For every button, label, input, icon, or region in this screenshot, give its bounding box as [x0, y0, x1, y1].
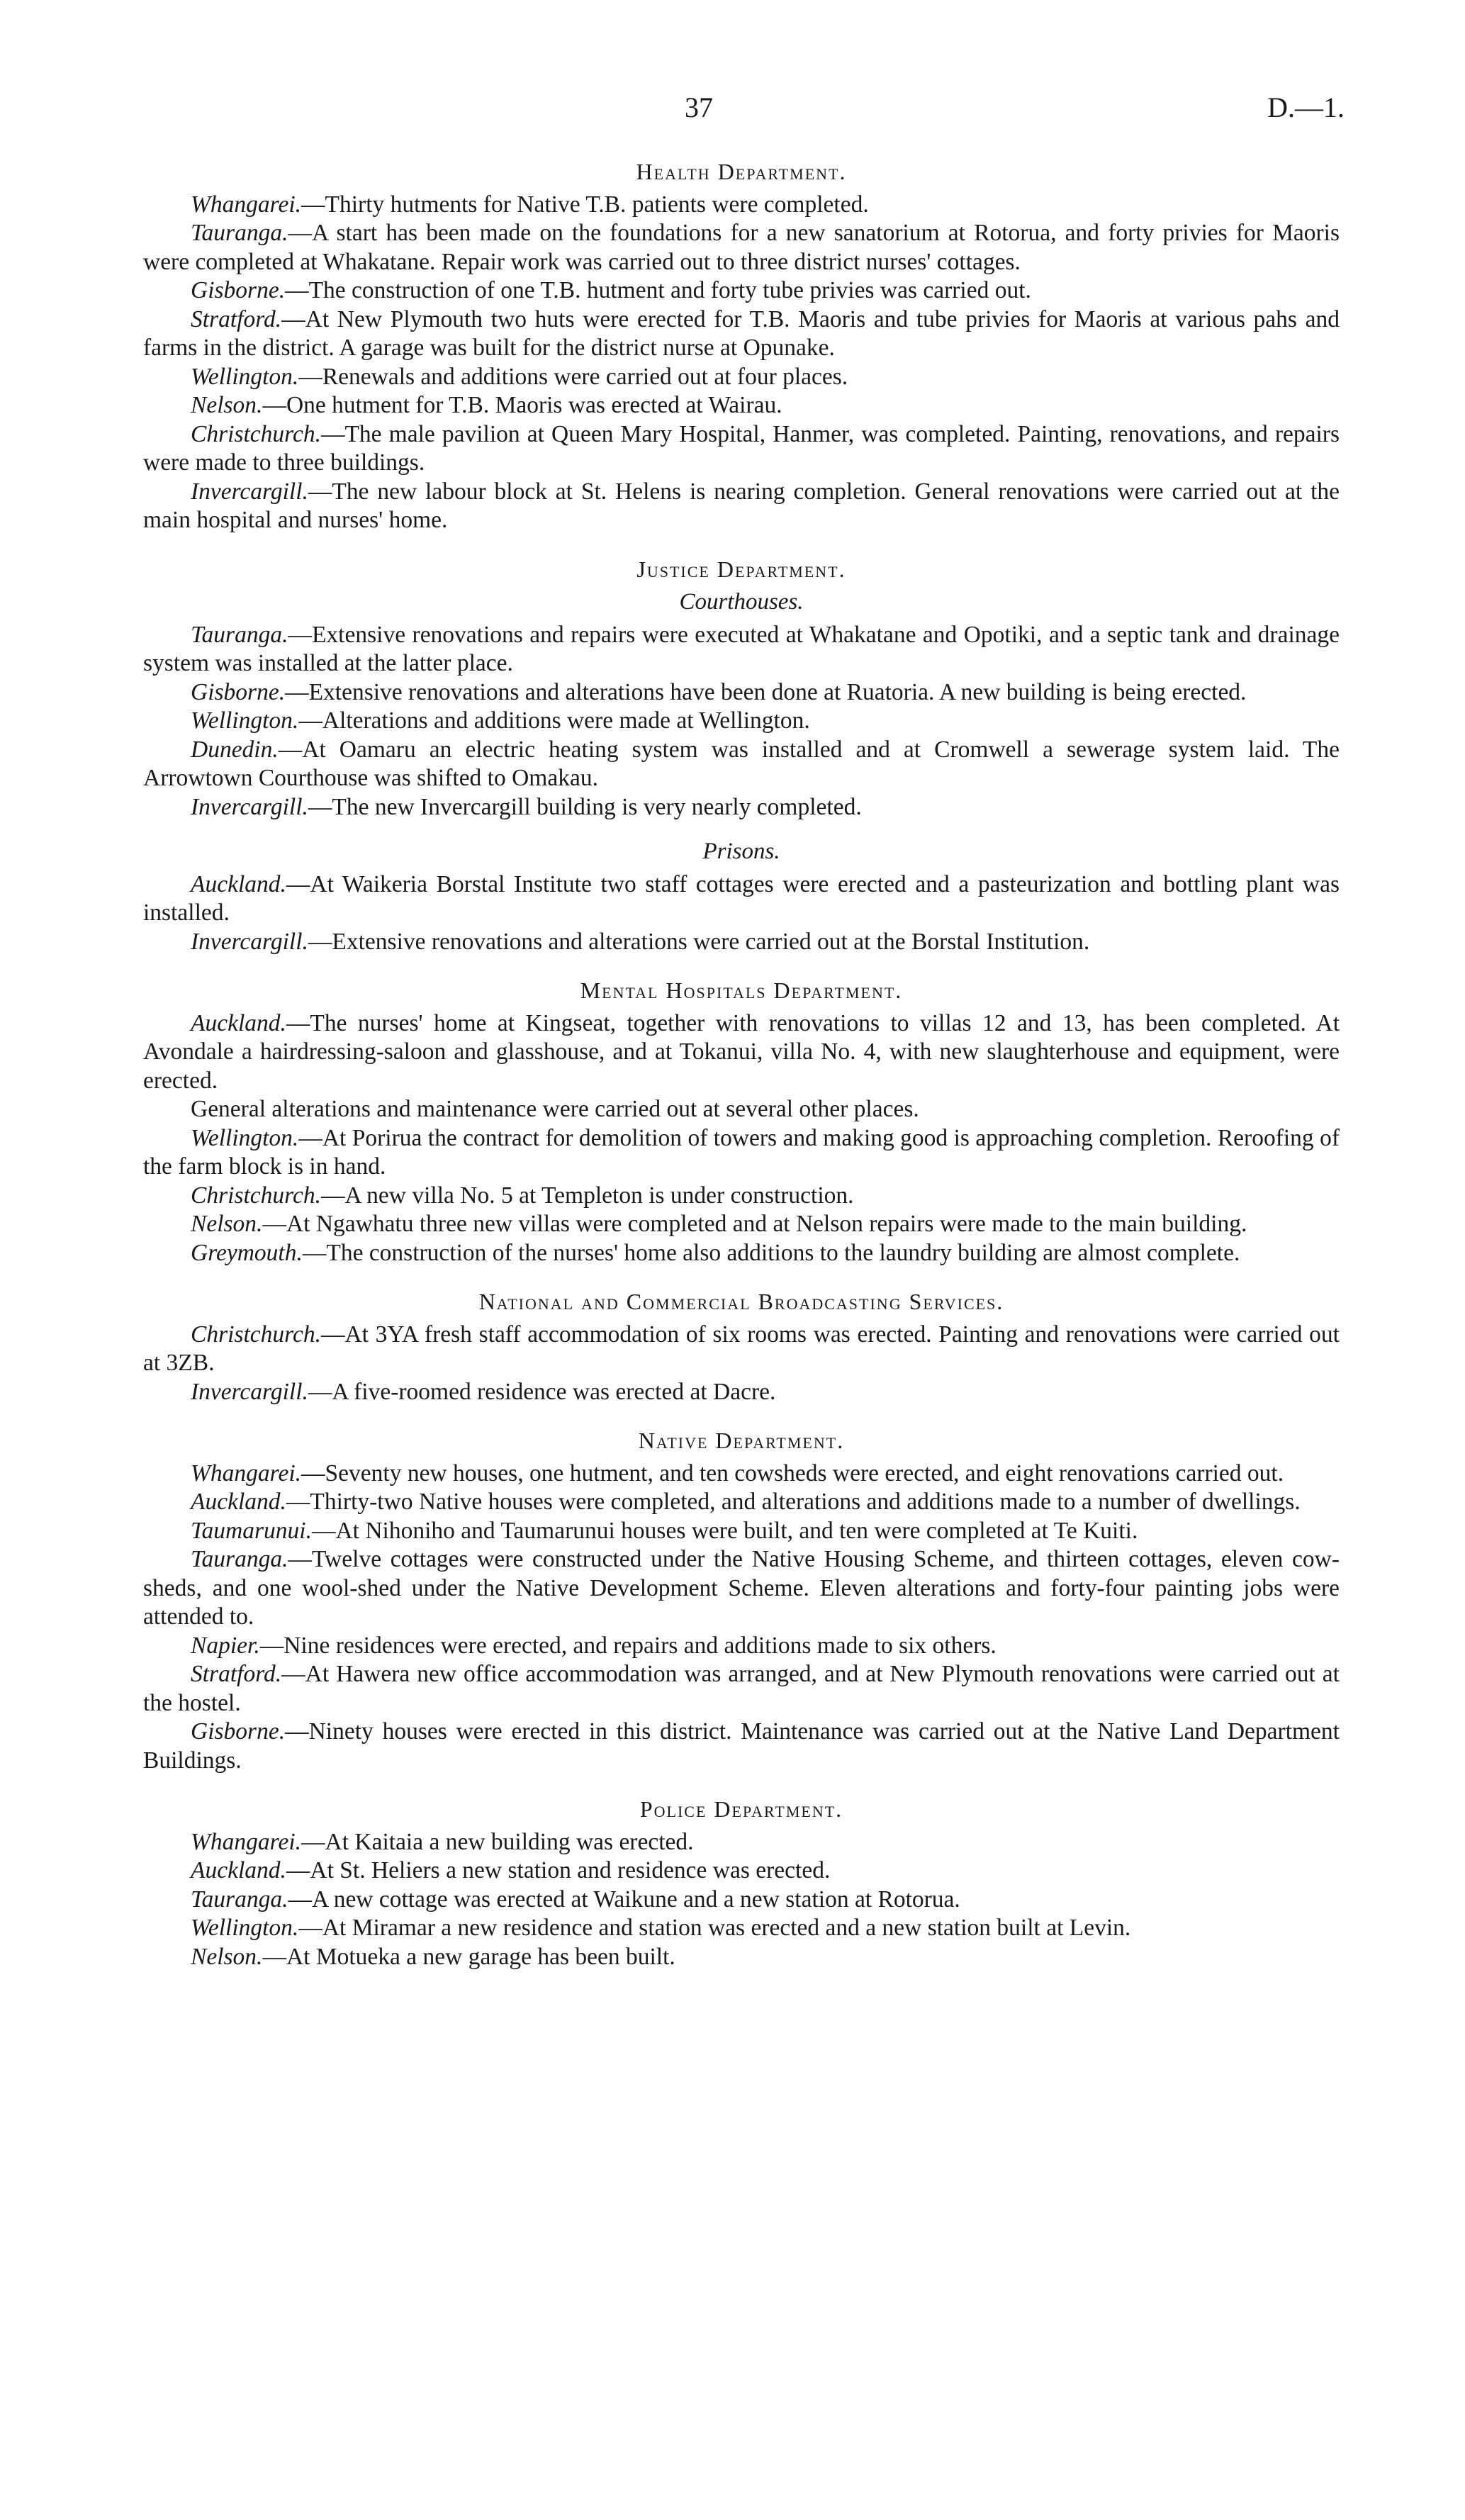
place-name: Auckland. — [191, 1857, 286, 1883]
paragraph-text: —At 3YA fresh staff accommodation of six rooms was erected. Painting and renovations were carried out at 3ZB. — [143, 1321, 1340, 1376]
place-name: Tauranga. — [191, 220, 288, 246]
place-name: Christchurch. — [191, 1182, 321, 1209]
paragraph-text: —A new villa No. 5 at Templeton is under construction. — [320, 1182, 854, 1209]
paragraph-text: —At Kaitaia a new building was erected. — [301, 1828, 694, 1855]
paragraph-text: —The new labour block at St. Helens is nearing completion. General renovations were carried out at the main hospital and nurses' home. — [143, 478, 1340, 533]
place-name: Greymouth. — [191, 1239, 303, 1266]
place-name: Nelson. — [191, 1211, 263, 1237]
paragraph-text: —At Oamaru an electric heating system was installed and at Cromwell a sewerage system laid. The Arrowtown Courthouse was shifted to Omakau. — [143, 736, 1340, 791]
paragraph-text: —At Miramar a new residence and station was erected and a new station built at Levin. — [298, 1915, 1131, 1941]
paragraph — [143, 1914, 1340, 1943]
place-name: Stratford. — [191, 1661, 282, 1687]
paragraph — [143, 1378, 1340, 1407]
paragraph-text: General alterations and maintenance were carried out at several other places. — [191, 1096, 919, 1122]
paragraph-text: —A start has been made on the foundations for a new sanatorium at Rotorua, and forty privies for Maoris were completed at Whakatane. Repair work was carried out to three district nurses' cottages. — [143, 220, 1340, 275]
paragraph — [143, 276, 1340, 306]
place-name: Tauranga. — [191, 621, 288, 648]
section-title-police: Police Department. — [639, 1796, 843, 1822]
paragraph — [143, 1210, 1340, 1239]
paragraph-text: —The new Invercargill building is very nearly completed. — [308, 793, 862, 820]
paragraph — [143, 1321, 1340, 1378]
paragraph-text: —A five-roomed residence was erected at Dacre. — [308, 1378, 776, 1405]
paragraph-text: —Thirty hutments for Native T.B. patients were completed. — [301, 191, 869, 218]
paragraph-text: —One hutment for T.B. Maoris was erected at Wairau. — [262, 392, 782, 418]
place-name: Invercargill. — [191, 928, 308, 955]
section-title-broadcasting: National and Commercial Broadcasting Services. — [478, 1289, 1004, 1314]
subsection-title-courthouses: Courthouses. — [679, 589, 804, 615]
paragraph — [143, 793, 1340, 822]
place-name: Wellington. — [191, 1124, 299, 1151]
paragraph — [143, 1009, 1340, 1096]
place-name: Christchurch. — [191, 420, 321, 447]
paragraph — [143, 621, 1340, 678]
place-name: Whangarei. — [191, 1828, 302, 1855]
place-name: Invercargill. — [191, 793, 308, 820]
paragraph — [143, 420, 1340, 478]
section-title-mental-hospitals: Mental Hospitals Department. — [580, 978, 903, 1003]
paragraph-text: —Twelve cottages were constructed under the Native Housing Scheme, and thirteen cottages, eleven cow-sheds, and one wool-shed under the Native Development Scheme. Eleven alterations and forty-four painting jobs were attended to. — [143, 1546, 1340, 1630]
paragraph — [143, 1517, 1340, 1546]
paragraph — [143, 1886, 1340, 1915]
paragraph — [143, 191, 1340, 220]
paragraph — [143, 870, 1340, 928]
place-name: Whangarei. — [191, 1460, 302, 1486]
paragraph-text: —The male pavilion at Queen Mary Hospital, Hanmer, was completed. Painting, renovations, and repairs were made to three buildings. — [143, 420, 1340, 476]
subsection-title-prisons: Prisons. — [702, 839, 780, 864]
paragraph — [143, 1460, 1340, 1489]
paragraph — [143, 363, 1340, 392]
paragraph — [143, 1943, 1340, 1972]
place-name: Auckland. — [191, 1009, 286, 1036]
paragraph-text: —The construction of one T.B. hutment and forty tube privies was carried out. — [285, 277, 1031, 303]
section-title-native: Native Department. — [638, 1428, 845, 1453]
paragraph-text: —Extensive renovations and repairs were executed at Whakatane and Opotiki, and a septic tank and drainage system was installed at the latter place. — [143, 621, 1340, 676]
place-name: Auckland. — [191, 870, 286, 897]
paragraph — [143, 1545, 1340, 1632]
paragraph-text: —Extensive renovations and alterations have been done at Ruatoria. A new building is being erected. — [285, 678, 1247, 705]
paragraph-text: —At Waikeria Borstal Institute two staff cottages were erected and a pasteurization and bottling plant was installed. — [143, 870, 1340, 926]
paragraph — [143, 736, 1340, 793]
place-name: Wellington. — [191, 363, 299, 390]
paragraph-text: —At Porirua the contract for demolition of towers and making good is approaching completion. Reroofing of the farm block is in hand. — [143, 1124, 1340, 1180]
paragraph-text: —Alterations and additions were made at Wellington. — [298, 707, 810, 734]
paragraph-text: —At St. Heliers a new station and residence was erected. — [286, 1857, 831, 1883]
place-name: Tauranga. — [191, 1546, 288, 1572]
place-name: Dunedin. — [191, 736, 279, 763]
paragraph — [143, 1718, 1340, 1775]
place-name: Tauranga. — [191, 1886, 288, 1913]
place-name: Whangarei. — [191, 191, 302, 218]
paragraph-text: —At Hawera new office accommodation was arranged, and at New Plymouth renovations were carried out at the hostel. — [143, 1661, 1340, 1716]
place-name: Wellington. — [191, 707, 299, 734]
paragraph — [143, 678, 1340, 707]
paragraph — [143, 478, 1340, 535]
place-name: Invercargill. — [191, 478, 308, 505]
place-name: Napier. — [191, 1632, 260, 1659]
paragraph-text: —A new cottage was erected at Waikune and a new station at Rotorua. — [288, 1886, 960, 1913]
paragraph — [143, 1182, 1340, 1211]
paragraph-text: —The construction of the nurses' home also additions to the laundry building are almost complete. — [302, 1239, 1240, 1266]
place-name: Wellington. — [191, 1915, 299, 1941]
place-name: Gisborne. — [191, 678, 286, 705]
paragraph-text: —Seventy new houses, one hutment, and ten cowsheds were erected, and eight renovations carried out. — [301, 1460, 1284, 1486]
place-name: Taumarunui. — [191, 1517, 312, 1544]
paragraph — [143, 1488, 1340, 1517]
section-title-justice: Justice Department. — [636, 556, 846, 582]
place-name: Christchurch. — [191, 1321, 321, 1348]
document-body — [143, 157, 1340, 1971]
paragraph — [143, 306, 1340, 363]
paragraph — [143, 1095, 1340, 1124]
paragraph — [143, 1239, 1340, 1268]
paragraph — [143, 1660, 1340, 1718]
paragraph — [143, 928, 1340, 957]
paragraph — [143, 1857, 1340, 1886]
paragraph-text: —Renewals and additions were carried out at four places. — [298, 363, 848, 390]
paragraph — [143, 1124, 1340, 1182]
paragraph-text: —At Motueka a new garage has been built. — [262, 1943, 675, 1970]
paragraph-text: —At New Plymouth two huts were erected for T.B. Maoris and tube privies for Maoris at various pahs and farms in the district. A garage was built for the district nurse at Opunake. — [143, 306, 1340, 361]
place-name: Auckland. — [191, 1489, 286, 1515]
paragraph-text: —At Nihoniho and Taumarunui houses were built, and ten were completed at Te Kuiti. — [311, 1517, 1138, 1544]
page-number: 37 — [685, 91, 713, 123]
paragraph-text: —Thirty-two Native houses were completed, and alterations and additions made to a number of dwellings. — [286, 1489, 1301, 1515]
paragraph-text: —Nine residences were erected, and repairs and additions made to six others. — [259, 1632, 997, 1659]
paragraph-text: —Ninety houses were erected in this district. Maintenance was carried out at the Native Land Department Buildings. — [143, 1718, 1340, 1774]
place-name: Invercargill. — [191, 1378, 308, 1405]
paragraph — [143, 1828, 1340, 1857]
section-title-health: Health Department. — [636, 159, 847, 184]
place-name: Gisborne. — [191, 1718, 286, 1745]
place-name: Nelson. — [191, 392, 263, 418]
paragraph-text: —Extensive renovations and alterations were carried out at the Borstal Institution. — [308, 928, 1090, 955]
paragraph — [143, 391, 1340, 420]
paragraph — [143, 1632, 1340, 1661]
place-name: Nelson. — [191, 1943, 263, 1970]
document-code: D.—1. — [1267, 91, 1345, 123]
paragraph-text: —The nurses' home at Kingseat, together with renovations to villas 12 and 13, has been completed. At Avondale a hairdressing-saloon and glasshouse, and at Tokanui, villa No. 4, with new slaughterhouse and equipment, were erected. — [143, 1009, 1340, 1094]
paragraph — [143, 219, 1340, 276]
page-header — [0, 91, 1465, 133]
paragraph-text: —At Ngawhatu three new villas were completed and at Nelson repairs were made to the main building. — [262, 1211, 1247, 1237]
paragraph — [143, 707, 1340, 736]
place-name: Gisborne. — [191, 277, 286, 303]
place-name: Stratford. — [191, 306, 282, 332]
